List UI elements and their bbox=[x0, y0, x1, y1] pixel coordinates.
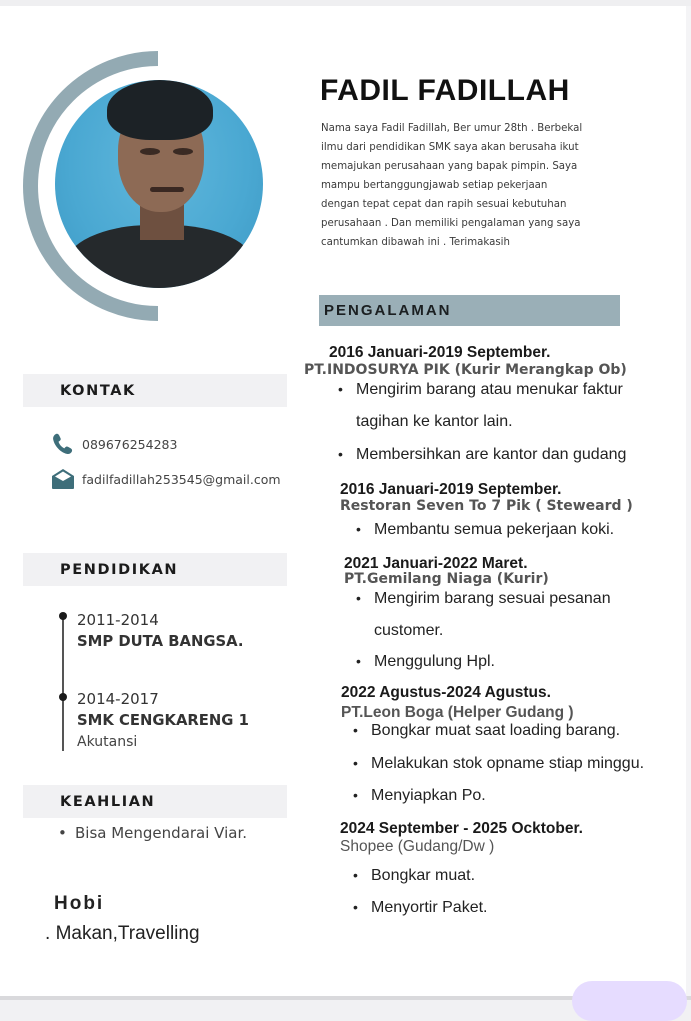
email-address[interactable]: fadilfadillah253545@gmail.com bbox=[82, 471, 281, 487]
experience-period: 2016 Januari-2019 September. bbox=[340, 481, 562, 498]
experience-period: 2016 Januari-2019 September. bbox=[329, 344, 551, 361]
experience-company: PT.Gemilang Niaga (Kurir) bbox=[344, 571, 549, 587]
floating-pill-button[interactable] bbox=[572, 981, 687, 1021]
experience-bullet: • Membersihkan are kantor dan gudang bbox=[338, 446, 627, 463]
bio-line: ilmu dari pendidikan SMK saya akan berusaha ikut bbox=[321, 142, 579, 153]
education-school: SMP DUTA BANGSA. bbox=[77, 633, 244, 650]
experience-bullet: • Menggulung Hpl. bbox=[356, 653, 495, 670]
bio-paragraph bbox=[321, 119, 631, 252]
phone-number[interactable]: 089676254283 bbox=[82, 436, 178, 452]
bio-line: cantumkan dibawah ini . Terimakasih bbox=[321, 237, 510, 248]
experience-bullet: • Bongkar muat saat loading barang. bbox=[353, 722, 621, 739]
experience-bullet: • Menyiapkan Po. bbox=[353, 787, 486, 804]
timeline-dot bbox=[59, 693, 67, 701]
experience-bullet-continuation: customer. bbox=[374, 622, 444, 639]
section-title: PENGALAMAN bbox=[324, 302, 452, 319]
education-major: Akutansi bbox=[77, 734, 138, 750]
experience-bullet: • Melakukan stok opname stiap minggu. bbox=[353, 755, 645, 772]
experience-company: Restoran Seven To 7 Pik ( Steweard ) bbox=[340, 498, 633, 514]
experience-company: PT.INDOSURYA PIK (Kurir Merangkap Ob) bbox=[304, 362, 627, 378]
section-title: PENDIDIKAN bbox=[60, 562, 179, 578]
hobby-value: . Makan,Travelling bbox=[45, 923, 200, 944]
section-title: KONTAK bbox=[60, 383, 136, 399]
section-title: KEAHLIAN bbox=[60, 794, 156, 810]
experience-bullet: • Bongkar muat. bbox=[353, 867, 476, 884]
education-school: SMK CENGKARENG 1 bbox=[77, 712, 249, 729]
experience-bullet: • Mengirim barang sesuai pesanan bbox=[356, 590, 611, 607]
contact-email bbox=[51, 467, 281, 491]
phone-icon bbox=[51, 432, 75, 456]
envelope-icon bbox=[51, 467, 75, 491]
education-years: 2011-2014 bbox=[77, 611, 159, 629]
bio-line: perusahaan . Dan memiliki pengalaman yang saya bbox=[321, 218, 581, 229]
bio-line: Nama saya Fadil Fadillah, Ber umur 28th . Berbekal bbox=[321, 123, 583, 134]
section-header-education bbox=[23, 553, 287, 586]
section-header-contact bbox=[23, 374, 287, 407]
experience-bullet: • Menyortir Paket. bbox=[353, 899, 488, 916]
experience-bullet: • Membantu semua pekerjaan koki. bbox=[356, 521, 615, 538]
experience-period: 2022 Agustus-2024 Agustus. bbox=[341, 684, 551, 701]
profile-photo bbox=[55, 80, 263, 288]
bio-line: dengan tepat cepat dan rapih sesuai kebutuhan bbox=[321, 199, 567, 210]
education-years: 2014-2017 bbox=[77, 690, 159, 708]
page-edge bbox=[686, 6, 691, 996]
experience-bullet-continuation: tagihan ke kantor lain. bbox=[356, 413, 513, 430]
experience-company: PT.Leon Boga (Helper Gudang ) bbox=[341, 704, 574, 721]
timeline-dot bbox=[59, 612, 67, 620]
candidate-name: FADIL FADILLAH bbox=[320, 74, 570, 107]
experience-company: Shopee (Gudang/Dw ) bbox=[340, 838, 495, 855]
experience-period: 2021 Januari-2022 Maret. bbox=[344, 555, 528, 572]
skill-item: • Bisa Mengendarai Viar. bbox=[58, 824, 248, 842]
contact-phone bbox=[51, 432, 177, 456]
hobby-title: Hobi bbox=[54, 893, 105, 914]
experience-period: 2024 September - 2025 Ocktober. bbox=[340, 820, 583, 837]
section-header-skills bbox=[23, 785, 287, 818]
experience-bullet: • Mengirim barang atau menukar faktur bbox=[338, 381, 623, 398]
timeline-line bbox=[62, 613, 64, 751]
section-header-experience bbox=[319, 295, 620, 326]
bio-line: memajukan perusahaan yang bapak pimpin. Saya bbox=[321, 161, 578, 172]
bio-line: mampu bertanggungjawab setiap pekerjaan bbox=[321, 180, 548, 191]
